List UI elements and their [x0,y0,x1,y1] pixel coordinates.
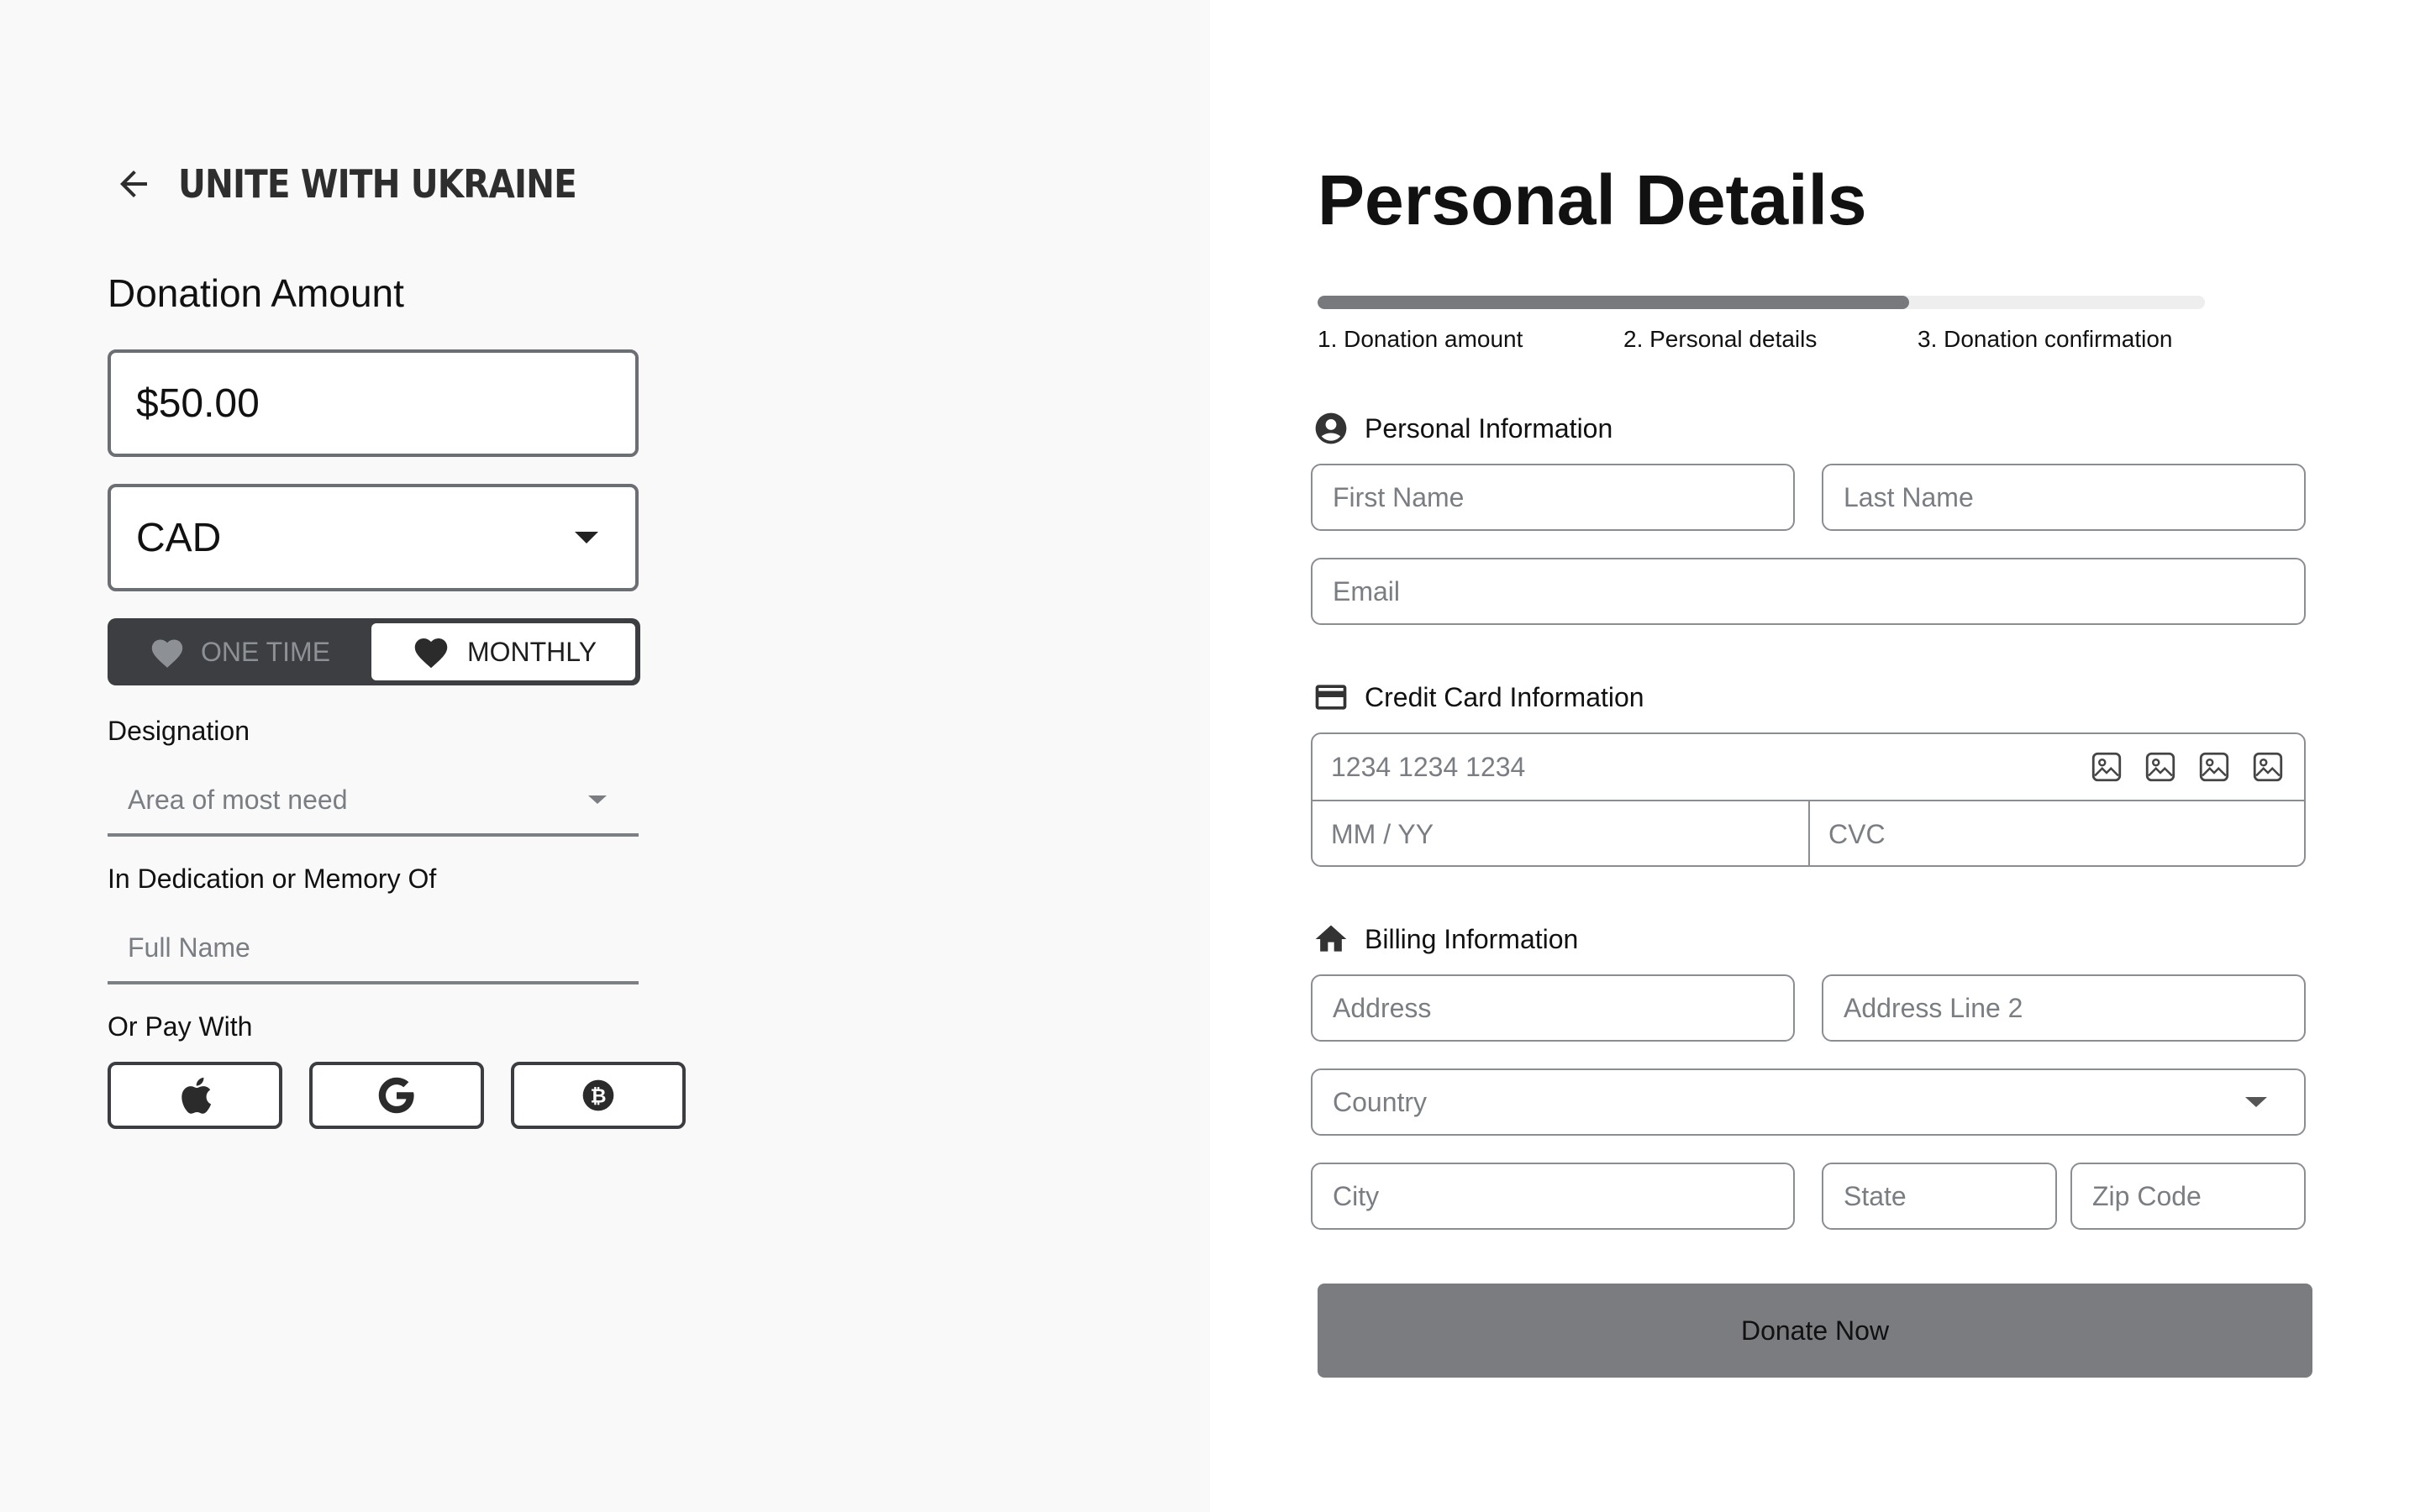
city-placeholder: City [1333,1180,1380,1211]
svg-text:₿: ₿ [590,1084,607,1108]
country-select[interactable] [1311,1068,2306,1136]
progress-bar [1318,296,2205,309]
brand-title: UNITE WITH UKRAINE [178,161,576,207]
bitcoin-icon [581,1079,615,1112]
home-icon [1313,921,1349,958]
personal-information-label: Personal Information [1365,412,1613,444]
currency-value: CAD [136,515,222,560]
amount-value: $50.00 [136,381,260,426]
step-1-label: 1. Donation amount [1318,326,1523,352]
dedication-name-input[interactable] [108,914,639,984]
frequency-toggle [108,618,640,685]
address-input[interactable] [1311,974,1795,1042]
chevron-down-icon [575,532,598,543]
last-name-input[interactable] [1822,464,2306,531]
card-number-input[interactable] [1313,734,2304,801]
card-brand-image-icon [2089,749,2124,785]
donation-amount-heading: Donation Amount [108,271,404,315]
one-time-option[interactable] [108,618,371,685]
credit-card-information-label: Credit Card Information [1365,681,1644,712]
bitcoin-pay-button[interactable] [511,1062,686,1129]
monthly-option[interactable] [371,623,635,680]
state-placeholder: State [1844,1180,1907,1211]
chevron-down-icon [588,795,607,804]
card-expiry-input[interactable] [1313,801,1810,867]
google-icon [376,1074,418,1116]
dedication-placeholder: Full Name [128,932,250,963]
credit-card-information-heading [1313,679,1644,716]
card-brand-image-icon [2143,749,2178,785]
personal-information-heading [1313,410,1612,447]
step-3-label: 3. Donation confirmation [1918,326,2173,352]
first-name-placeholder: First Name [1333,481,1465,512]
first-name-input[interactable] [1311,464,1795,531]
card-number-placeholder: 1234 1234 1234 [1331,751,1526,782]
brand-header [113,161,631,207]
google-pay-button[interactable] [309,1062,484,1129]
city-input[interactable] [1311,1163,1795,1230]
designation-placeholder: Area of most need [128,784,348,815]
card-brand-image-icon [2250,749,2286,785]
personal-details-panel [1210,0,2420,1512]
card-brand-icons [2089,749,2286,785]
email-input[interactable] [1311,558,2306,625]
card-cvc-placeholder: CVC [1828,818,1886,849]
designation-select[interactable] [108,766,639,837]
chevron-down-icon [2245,1097,2267,1107]
zip-code-placeholder: Zip Code [2092,1180,2202,1211]
billing-information-heading [1313,921,1578,958]
account-circle-icon [1313,410,1349,447]
last-name-placeholder: Last Name [1844,481,1974,512]
heart-icon [149,635,186,669]
one-time-label: ONE TIME [200,636,331,667]
apple-icon [176,1074,213,1116]
address-line-2-placeholder: Address Line 2 [1844,992,2023,1023]
card-cvc-input[interactable] [1810,801,2306,867]
credit-card-icon [1313,679,1349,716]
card-brand-image-icon [2196,749,2232,785]
credit-card-fields [1311,732,2306,867]
currency-select[interactable] [108,484,639,591]
heart-calendar-icon [410,633,452,670]
progress-fill [1318,296,1909,309]
state-input[interactable] [1822,1163,2057,1230]
step-2-label: 2. Personal details [1623,326,1818,352]
amount-input[interactable] [108,349,639,457]
donate-now-button[interactable]: Donate Now [1318,1284,2312,1378]
monthly-label: MONTHLY [466,636,597,667]
card-expiry-placeholder: MM / YY [1331,818,1434,849]
address-line-2-input[interactable] [1822,974,2306,1042]
apple-pay-button[interactable] [108,1062,282,1129]
pay-with-label: Or Pay With [108,1011,253,1042]
email-placeholder: Email [1333,575,1401,606]
back-arrow-icon[interactable] [113,163,155,205]
dedication-label: In Dedication or Memory Of [108,864,437,894]
address-placeholder: Address [1333,992,1432,1023]
country-placeholder: Country [1333,1086,1428,1117]
page-title: Personal Details [1318,160,1867,239]
zip-code-input[interactable] [2070,1163,2306,1230]
designation-label: Designation [108,716,250,746]
billing-information-label: Billing Information [1365,923,1579,954]
